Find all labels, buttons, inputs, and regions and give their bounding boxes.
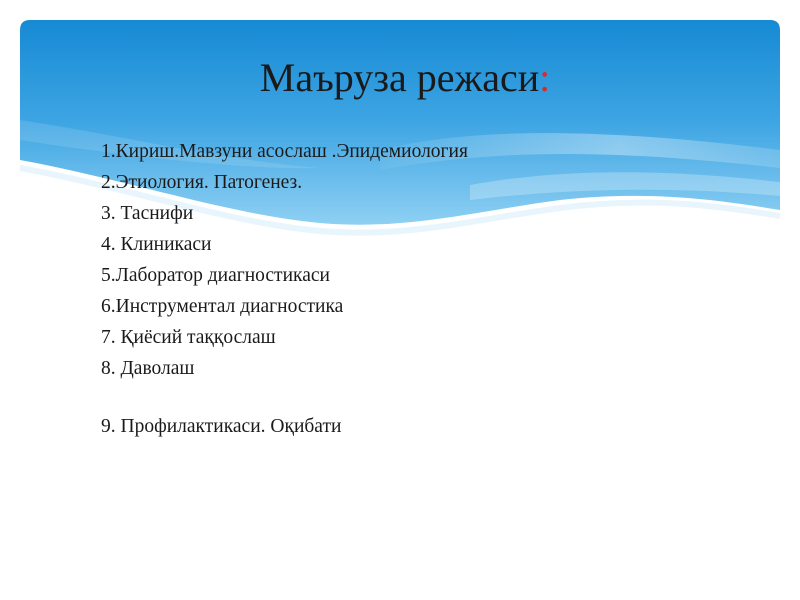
agenda-item: 4. Клиникаси xyxy=(101,234,212,255)
title-colon: : xyxy=(539,55,551,100)
agenda-item: 1.Кириш.Мавзуни асослаш .Эпидемиология xyxy=(101,141,468,162)
agenda-item: 2.Этиология. Патогенез. xyxy=(101,172,303,193)
agenda-list xyxy=(101,136,468,442)
agenda-item: 3. Таснифи xyxy=(101,203,194,224)
agenda-item: 8. Даволаш xyxy=(101,358,195,379)
agenda-item: 9. Профилактикаси. Оқибати xyxy=(101,416,342,437)
agenda-item: 6.Инструментал диагностика xyxy=(101,296,344,317)
agenda-item: 7. Қиёсий таққослаш xyxy=(101,327,276,348)
agenda-item: 5.Лаборатор диагностикаси xyxy=(101,265,330,286)
slide-title xyxy=(0,52,800,104)
title-text: Маъруза режаси xyxy=(259,55,540,100)
